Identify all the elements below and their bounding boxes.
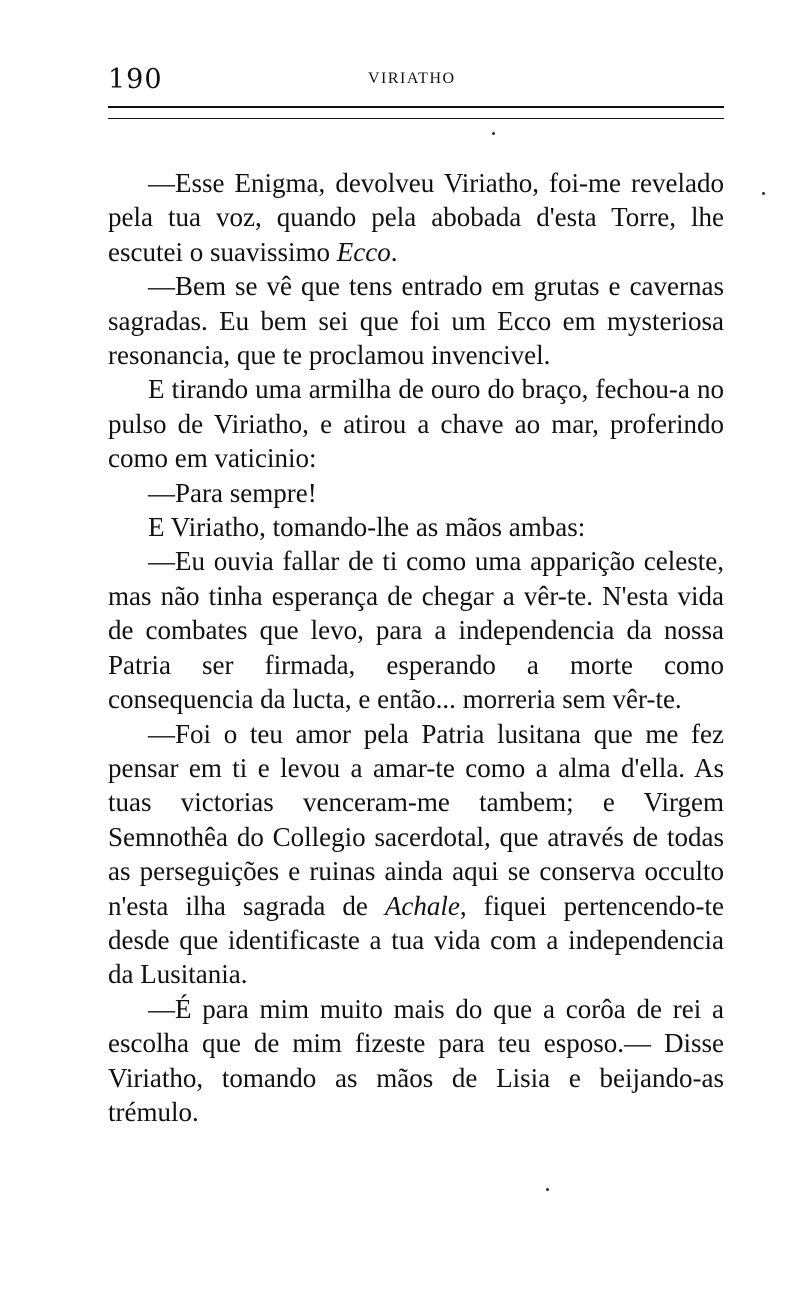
- header-rule-thick: [108, 106, 724, 108]
- page-header: [108, 58, 724, 98]
- paragraph-7-italic: Achale: [384, 890, 460, 921]
- print-speck: [492, 132, 495, 135]
- print-speck: [546, 1188, 549, 1191]
- running-head: VIRIATHO: [368, 70, 456, 87]
- paragraph-5: E Viriatho, tomando-lhe as mãos ambas:: [148, 512, 586, 543]
- header-rule-thin: [108, 118, 724, 119]
- print-speck: [762, 192, 765, 195]
- paragraph-2: —Bem se vê que tens entrado em grutas e cavernas sagradas. Eu bem sei que foi um Ecco em mysteriosa resonancia, que te proclamou invencivel.: [108, 271, 724, 371]
- paragraph-6: —Eu ouvia fallar de ti como uma apparição celeste, mas não tinha esperança de chegar a vêr-te. N'esta vida de combates que levo, para a independencia da nossa Patria ser firmada, esperando a morte como consequencia da lucta, e então... morreria sem vêr-te.: [108, 546, 724, 715]
- paragraph-8: —É para mim muito mais do que a corôa de rei a escolha que de mim fizeste para teu esposo.— Disse Viriatho, tomando as mãos de Lisia e beijando-as trémulo.: [108, 993, 724, 1127]
- paragraph-1: —Esse Enigma, devolveu Viriatho, foi-me revelado pela tua voz, quando pela abobada d'esta Torre, lhe escutei o suavissimo Ecco.: [108, 168, 724, 267]
- paragraph-4: —Para sempre!: [148, 477, 317, 508]
- paragraph-3: E tirando uma armilha de ouro do braço, fechou-a no pulso de Viriatho, e atirou a chave ao mar, proferindo como em vaticinio:: [108, 374, 724, 474]
- page-number: 190: [108, 64, 163, 95]
- paragraph-1-italic: Ecco: [336, 236, 391, 267]
- paragraph-7: —Foi o teu amor pela Patria lusitana que me fez pensar em ti e levou a amar-te como a alma d'ella. As tuas victorias venceram-me tambem; e Virgem Semnothêa do Collegio sacerdotal, que através de todas as perseguições e ruinas ainda aqui se conserva occulto n'esta ilha sagrada de Achale, fiquei pertencendo-te desde que identificaste a tua vida com a independencia da Lusitania.: [108, 718, 725, 990]
- body-text: [108, 166, 724, 1129]
